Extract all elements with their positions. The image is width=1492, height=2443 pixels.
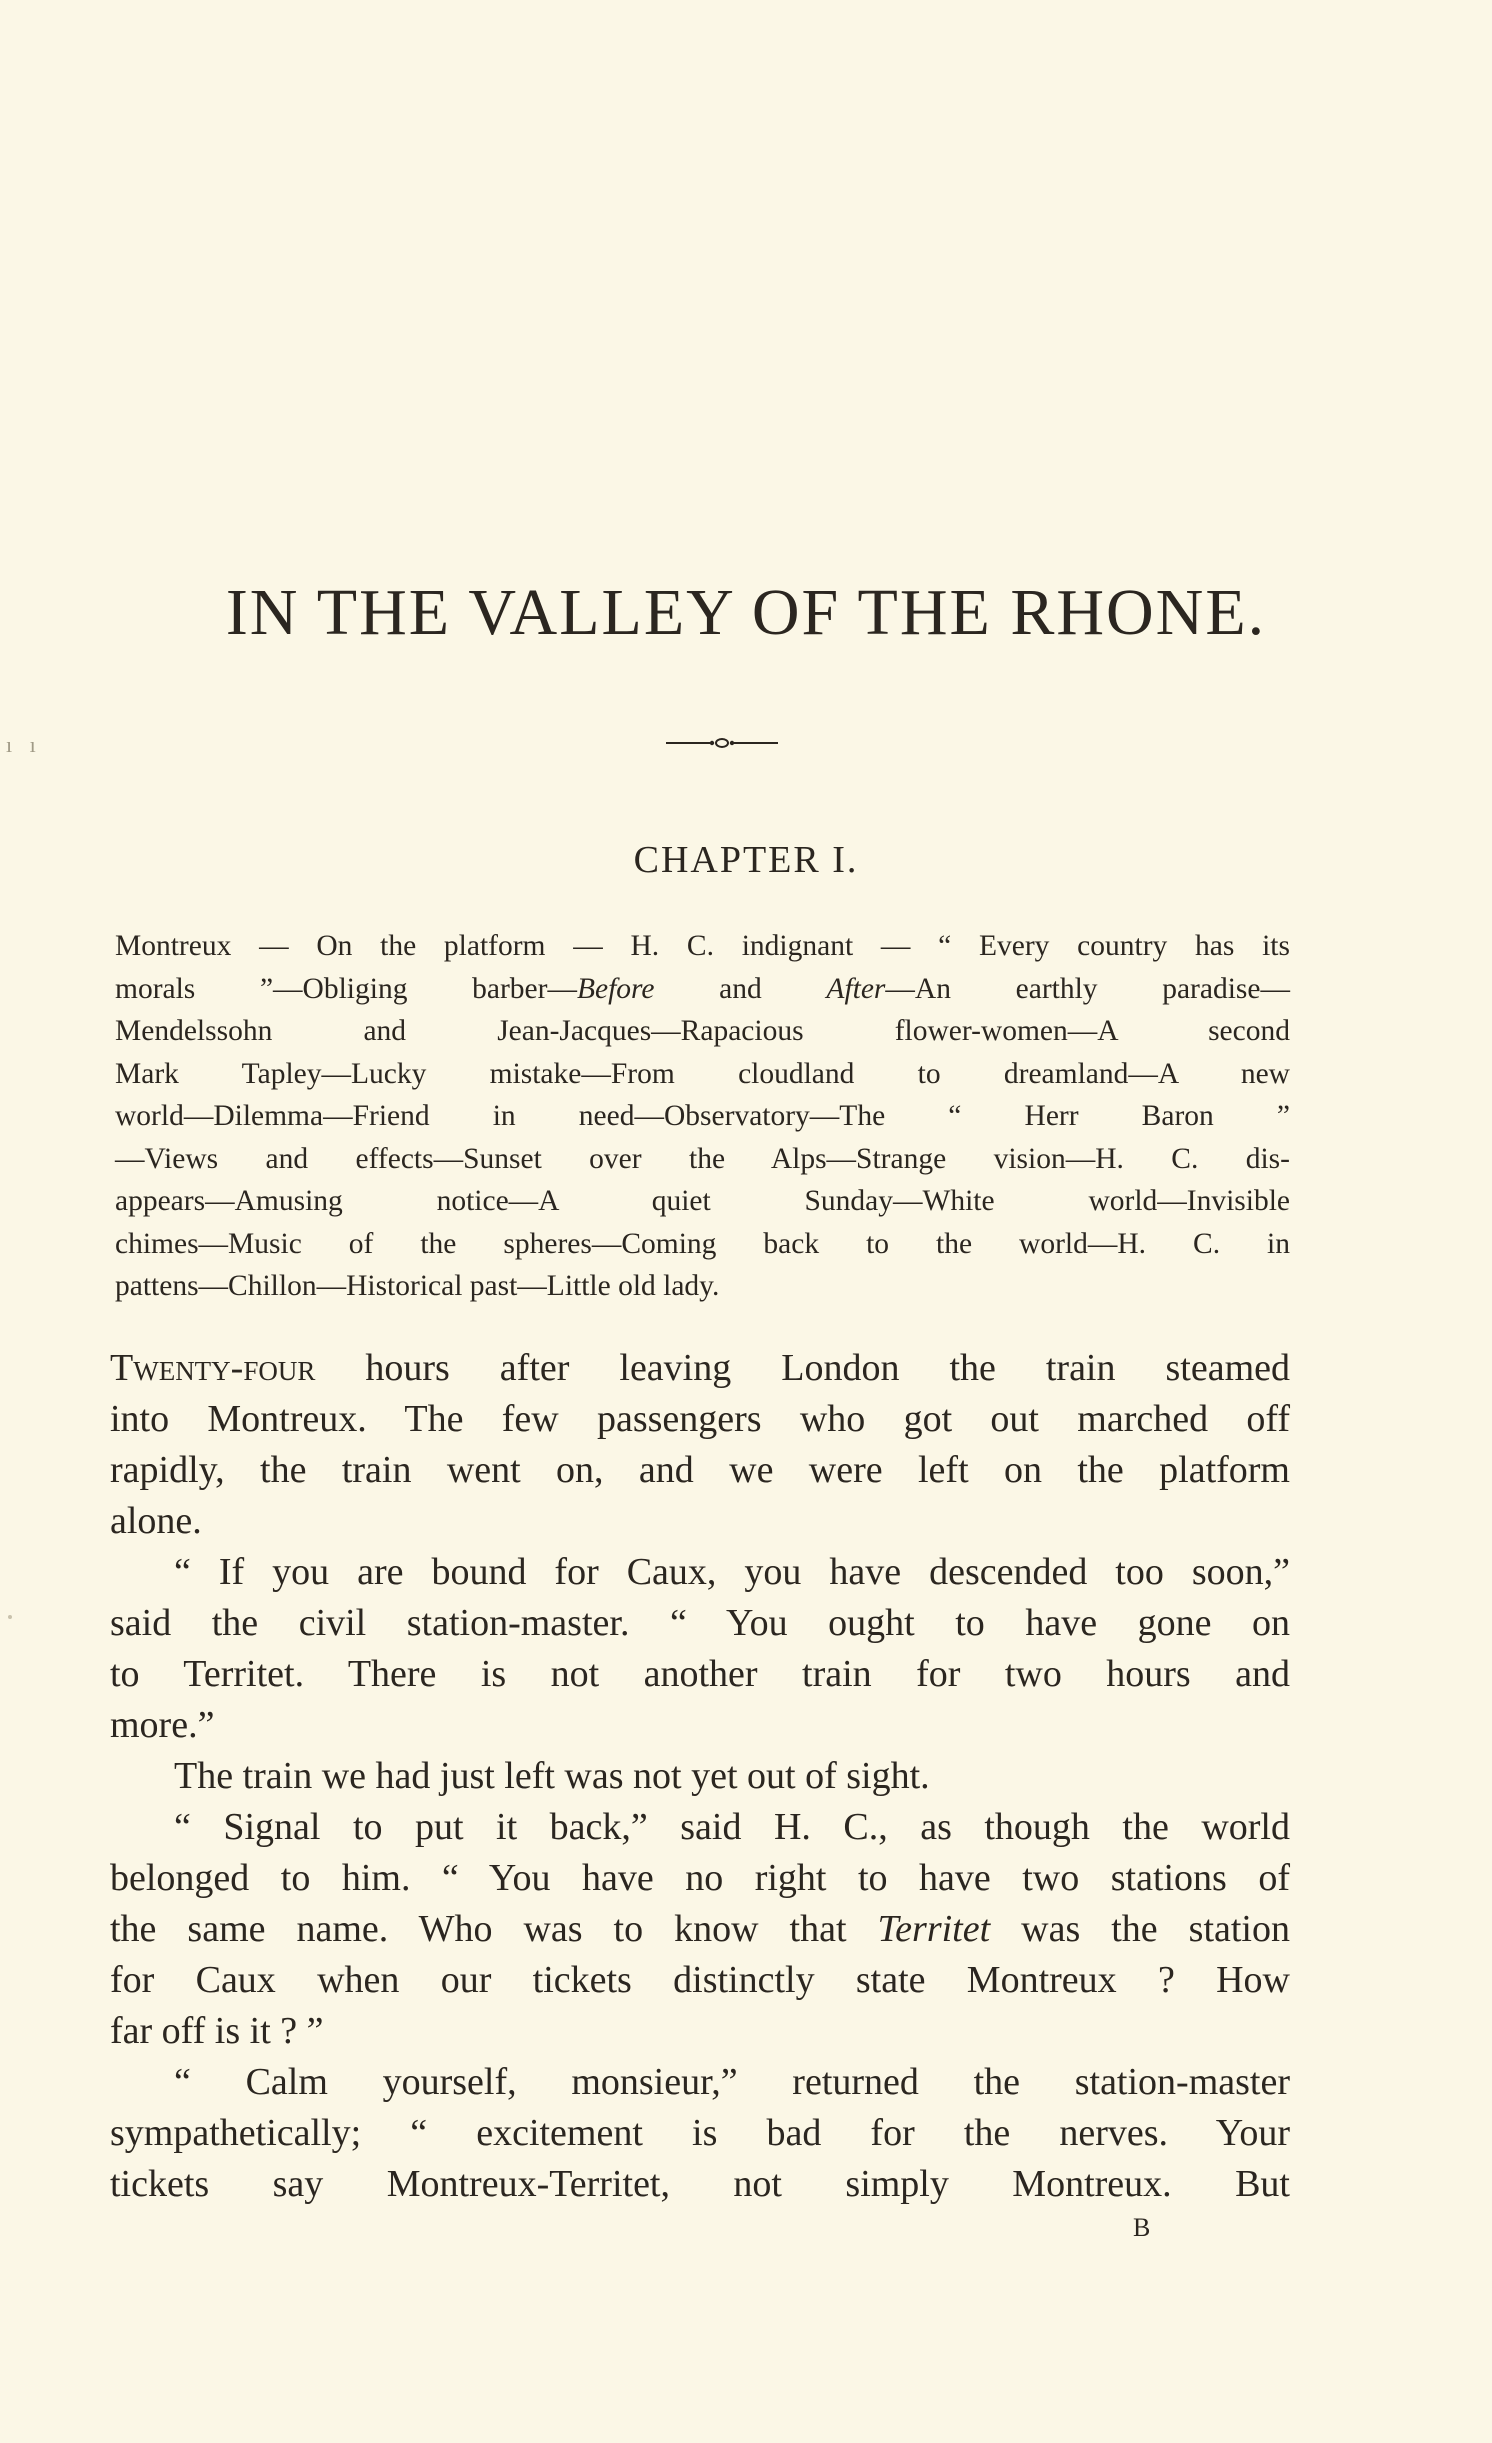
body-line: “ Signal to put it back,” said H. C., as though the world bbox=[174, 1806, 1290, 1848]
synopsis-line: appears—Amusing notice—A quiet Sunday—White world—Invisible bbox=[115, 1185, 1290, 1217]
body-line: the same name. Who was to know that Territet was the station bbox=[110, 1908, 1290, 1950]
synopsis-line: Mark Tapley—Lucky mistake—From cloudland to dreamland—A new bbox=[115, 1057, 1290, 1090]
page-title: IN THE VALLEY OF THE RHONE. bbox=[225, 576, 1267, 649]
margin-speck bbox=[8, 1615, 12, 1619]
body-line: “ If you are bound for Caux, you have descended too soon,” bbox=[174, 1551, 1290, 1593]
synopsis-line: chimes—Music of the spheres—Coming back to the world—H. C. in bbox=[115, 1227, 1290, 1260]
chapter-body bbox=[110, 1343, 1290, 2210]
body-line: Twenty-four hours after leaving London the train steamed bbox=[110, 1347, 1290, 1389]
body-line: into Montreux. The few passengers who got out marched off bbox=[110, 1398, 1290, 1440]
body-line: to Territet. There is not another train for two hours and bbox=[110, 1653, 1290, 1695]
ornament-rule-icon bbox=[666, 733, 778, 753]
signature-mark: B bbox=[1133, 2213, 1151, 2242]
synopsis-line: —Views and effects—Sunset over the Alps—Strange vision—H. C. dis- bbox=[115, 1142, 1290, 1175]
synopsis-italic-before: Before bbox=[576, 972, 655, 1005]
body-line: said the civil station-master. “ You ought to have gone on bbox=[110, 1602, 1290, 1644]
body-line: more.” bbox=[110, 1704, 215, 1746]
synopsis-italic-after: After bbox=[826, 972, 886, 1005]
synopsis-line: morals ”—Obliging barber—Before and After—An earthly paradise— bbox=[115, 972, 1290, 1005]
body-line: rapidly, the train went on, and we were left on the platform bbox=[110, 1449, 1290, 1491]
synopsis-line: pattens—Chillon—Historical past—Little old lady. bbox=[115, 1270, 720, 1302]
body-line: far off is it ? ” bbox=[110, 2010, 324, 2052]
body-line: The train we had just left was not yet out of sight. bbox=[174, 1755, 930, 1797]
synopsis-line: Montreux — On the platform — H. C. indignant — “ Every country has its bbox=[115, 930, 1290, 962]
body-line: belonged to him. “ You have no right to have two stations of bbox=[110, 1857, 1290, 1899]
opening-words: Twenty-four bbox=[110, 1347, 316, 1389]
margin-marks: ı ı bbox=[6, 732, 42, 757]
synopsis-line: world—Dilemma—Friend in need—Observatory—The “ Herr Baron ” bbox=[115, 1100, 1290, 1132]
body-line: alone. bbox=[110, 1500, 202, 1542]
body-line: tickets say Montreux-Territet, not simply Montreux. But bbox=[110, 2163, 1290, 2205]
synopsis-line: Mendelssohn and Jean-Jacques—Rapacious flower-women—A second bbox=[115, 1015, 1290, 1047]
body-line: sympathetically; “ excitement is bad for the nerves. Your bbox=[110, 2112, 1290, 2154]
chapter-synopsis bbox=[115, 925, 1290, 1308]
body-line: “ Calm yourself, monsieur,” returned the station-master bbox=[174, 2061, 1290, 2103]
chapter-heading: CHAPTER I. bbox=[633, 839, 859, 881]
body-line: for Caux when our tickets distinctly state Montreux ? How bbox=[110, 1959, 1290, 2001]
italic-territet: Territet bbox=[877, 1908, 991, 1950]
